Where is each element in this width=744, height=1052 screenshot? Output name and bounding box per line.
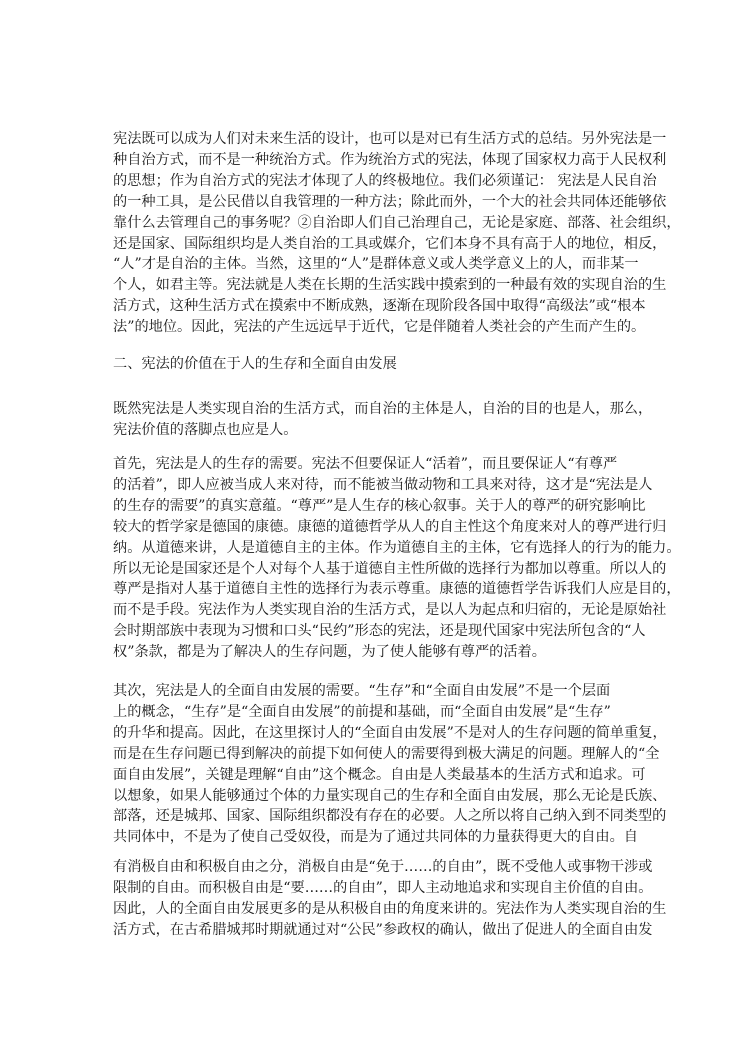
text-line: 限制的自由。而积极自由是“要……的自由”，即人主动地追求和实现自主价值的自由。 — [113, 879, 653, 896]
section-heading — [113, 354, 653, 375]
text-line: 种自治方式，而不是一种统治方式。作为统治方式的宪法，体现了国家权力高于人民权利 — [113, 151, 667, 168]
text-line: 的一种工具，是公民借以自我管理的一种方法；除此而外，一个大的社会共同体还能够依 — [113, 193, 667, 210]
text-line: 宪法价值的落脚点也应是人。 — [113, 421, 298, 438]
text-line: 上的概念，“生存”是“全面自由发展”的前提和基础，而“全面自由发展”是“生存” — [113, 703, 611, 720]
text-line: 还是国家、国际组织均是人类自治的工具或媒介，它们本身不具有高于人的地位，相反， — [113, 235, 667, 252]
text-line: 有消极自由和积极自由之分，消极自由是“免于……的自由”，既不受他人或事物干涉或 — [113, 859, 653, 875]
heading-text: 二、宪法的价值在于人的生存和全面自由发展 — [113, 356, 397, 372]
text-line: 部落，还是城邦、国家、国际组织都没有存在的必要。人之所以将自己纳入到不同类型的 — [113, 808, 667, 825]
text-line: 个人，如君主等。宪法就是人类在长期的生活实践中摸索到的一种最有效的实现自治的生 — [113, 277, 667, 294]
text-line: 以想象，如果人能够通过个体的力量实现自己的生存和全面自由发展，那么无论是氏族、 — [113, 787, 667, 804]
text-line: 其次，宪法是人的全面自由发展的需要。“生存”和“全面自由发展”不是一个层面 — [113, 683, 611, 699]
text-line: 而不是手段。宪法作为人类实现自治的生活方式，是以人为起点和归宿的，无论是原始社 — [113, 602, 667, 619]
paragraph-negative-positive-freedom — [113, 857, 667, 941]
text-line: 既然宪法是人类实现自治的生活方式，而自治的主体是人，自治的目的也是人，那么， — [113, 401, 653, 417]
text-line: 的活着”，即人应被当成人来对待，而不能被当做动物和工具来对待，这才是“宪法是人 — [113, 476, 653, 493]
text-line: 面自由发展”，关键是理解“自由”这个概念。自由是人类最基本的生活方式和追求。可 — [113, 766, 646, 783]
text-line: 尊严是指对人基于道德自主性的选择行为表示尊重。康德的道德哲学告诉我们人应是目的， — [113, 581, 681, 598]
text-line: 首先，宪法是人的生存的需要。宪法不但要保证人“活着”，而且要保证人“有尊严 — [113, 456, 618, 472]
paragraph-survival-needs — [113, 454, 681, 663]
paragraph-constitution-self-governance — [113, 129, 681, 338]
text-line: 的生存的需要”的真实意蕴。“尊严”是人生存的核心叙事。关于人的尊严的研究影响比 — [113, 497, 646, 514]
text-line: 的升华和提高。因此，在这里探讨人的“全面自由发展”不是对人的生存问题的简单重复， — [113, 724, 667, 741]
text-line: 共同体中，不是为了使自己受奴役，而是为了通过共同体的力量获得更大的自由。自 — [113, 829, 638, 846]
text-line: 的思想；作为自治方式的宪法才体现了人的终极地位。我们必须谨记： 宪法是人民自治 — [113, 172, 657, 189]
text-line: 权”条款，都是为了解决人的生存问题，为了使人能够有尊严的活着。 — [113, 644, 546, 661]
paragraph-free-development — [113, 681, 667, 848]
text-line: 而是在生存问题已得到解决的前提下如何使人的需要得到极大满足的问题。理解人的“全 — [113, 745, 660, 762]
text-line: 所以无论是国家还是个人对每个人基于道德自主性所做的选择行为都加以尊重。所以人的 — [113, 560, 667, 577]
text-line: 因此，人的全面自由发展更多的是从积极自由的角度来讲的。宪法作为人类实现自治的生 — [113, 900, 667, 917]
text-line: 会时期部族中表现为习惯和口头“民约”形态的宪法，还是现代国家中宪法所包含的“人 — [113, 623, 646, 640]
text-line: 宪法既可以成为人们对未来生活的设计，也可以是对已有生活方式的总结。另外宪法是一 — [113, 131, 667, 147]
text-line: 较大的哲学家是德国的康德。康德的道德哲学从人的自主性这个角度来对人的尊严进行归 — [113, 518, 667, 535]
paragraph-value-of-constitution — [113, 399, 653, 441]
text-line: 靠什么去管理自己的事务呢？②自治即人们自己治理自己，无论是家庭、部落、社会组织， — [113, 214, 681, 231]
text-line: 活方式，这种生活方式在摸索中不断成熟，逐渐在现阶段各国中取得“高级法”或“根本 — [113, 298, 646, 315]
text-line: 活方式，在古希腊城邦时期就通过对“公民”参政权的确认，做出了促进人的全面自由发 — [113, 921, 653, 938]
text-line: 纳。从道德来讲，人是道德自主的主体。作为道德自主的主体，它有选择人的行为的能力。 — [113, 539, 681, 556]
text-line: “人”才是自治的主体。当然，这里的“人”是群体意义或人类学意义上的人，而非某一 — [113, 256, 639, 273]
text-line: 法”的地位。因此，宪法的产生远远早于近代，它是伴随着人类社会的产生而产生的。 — [113, 319, 646, 336]
